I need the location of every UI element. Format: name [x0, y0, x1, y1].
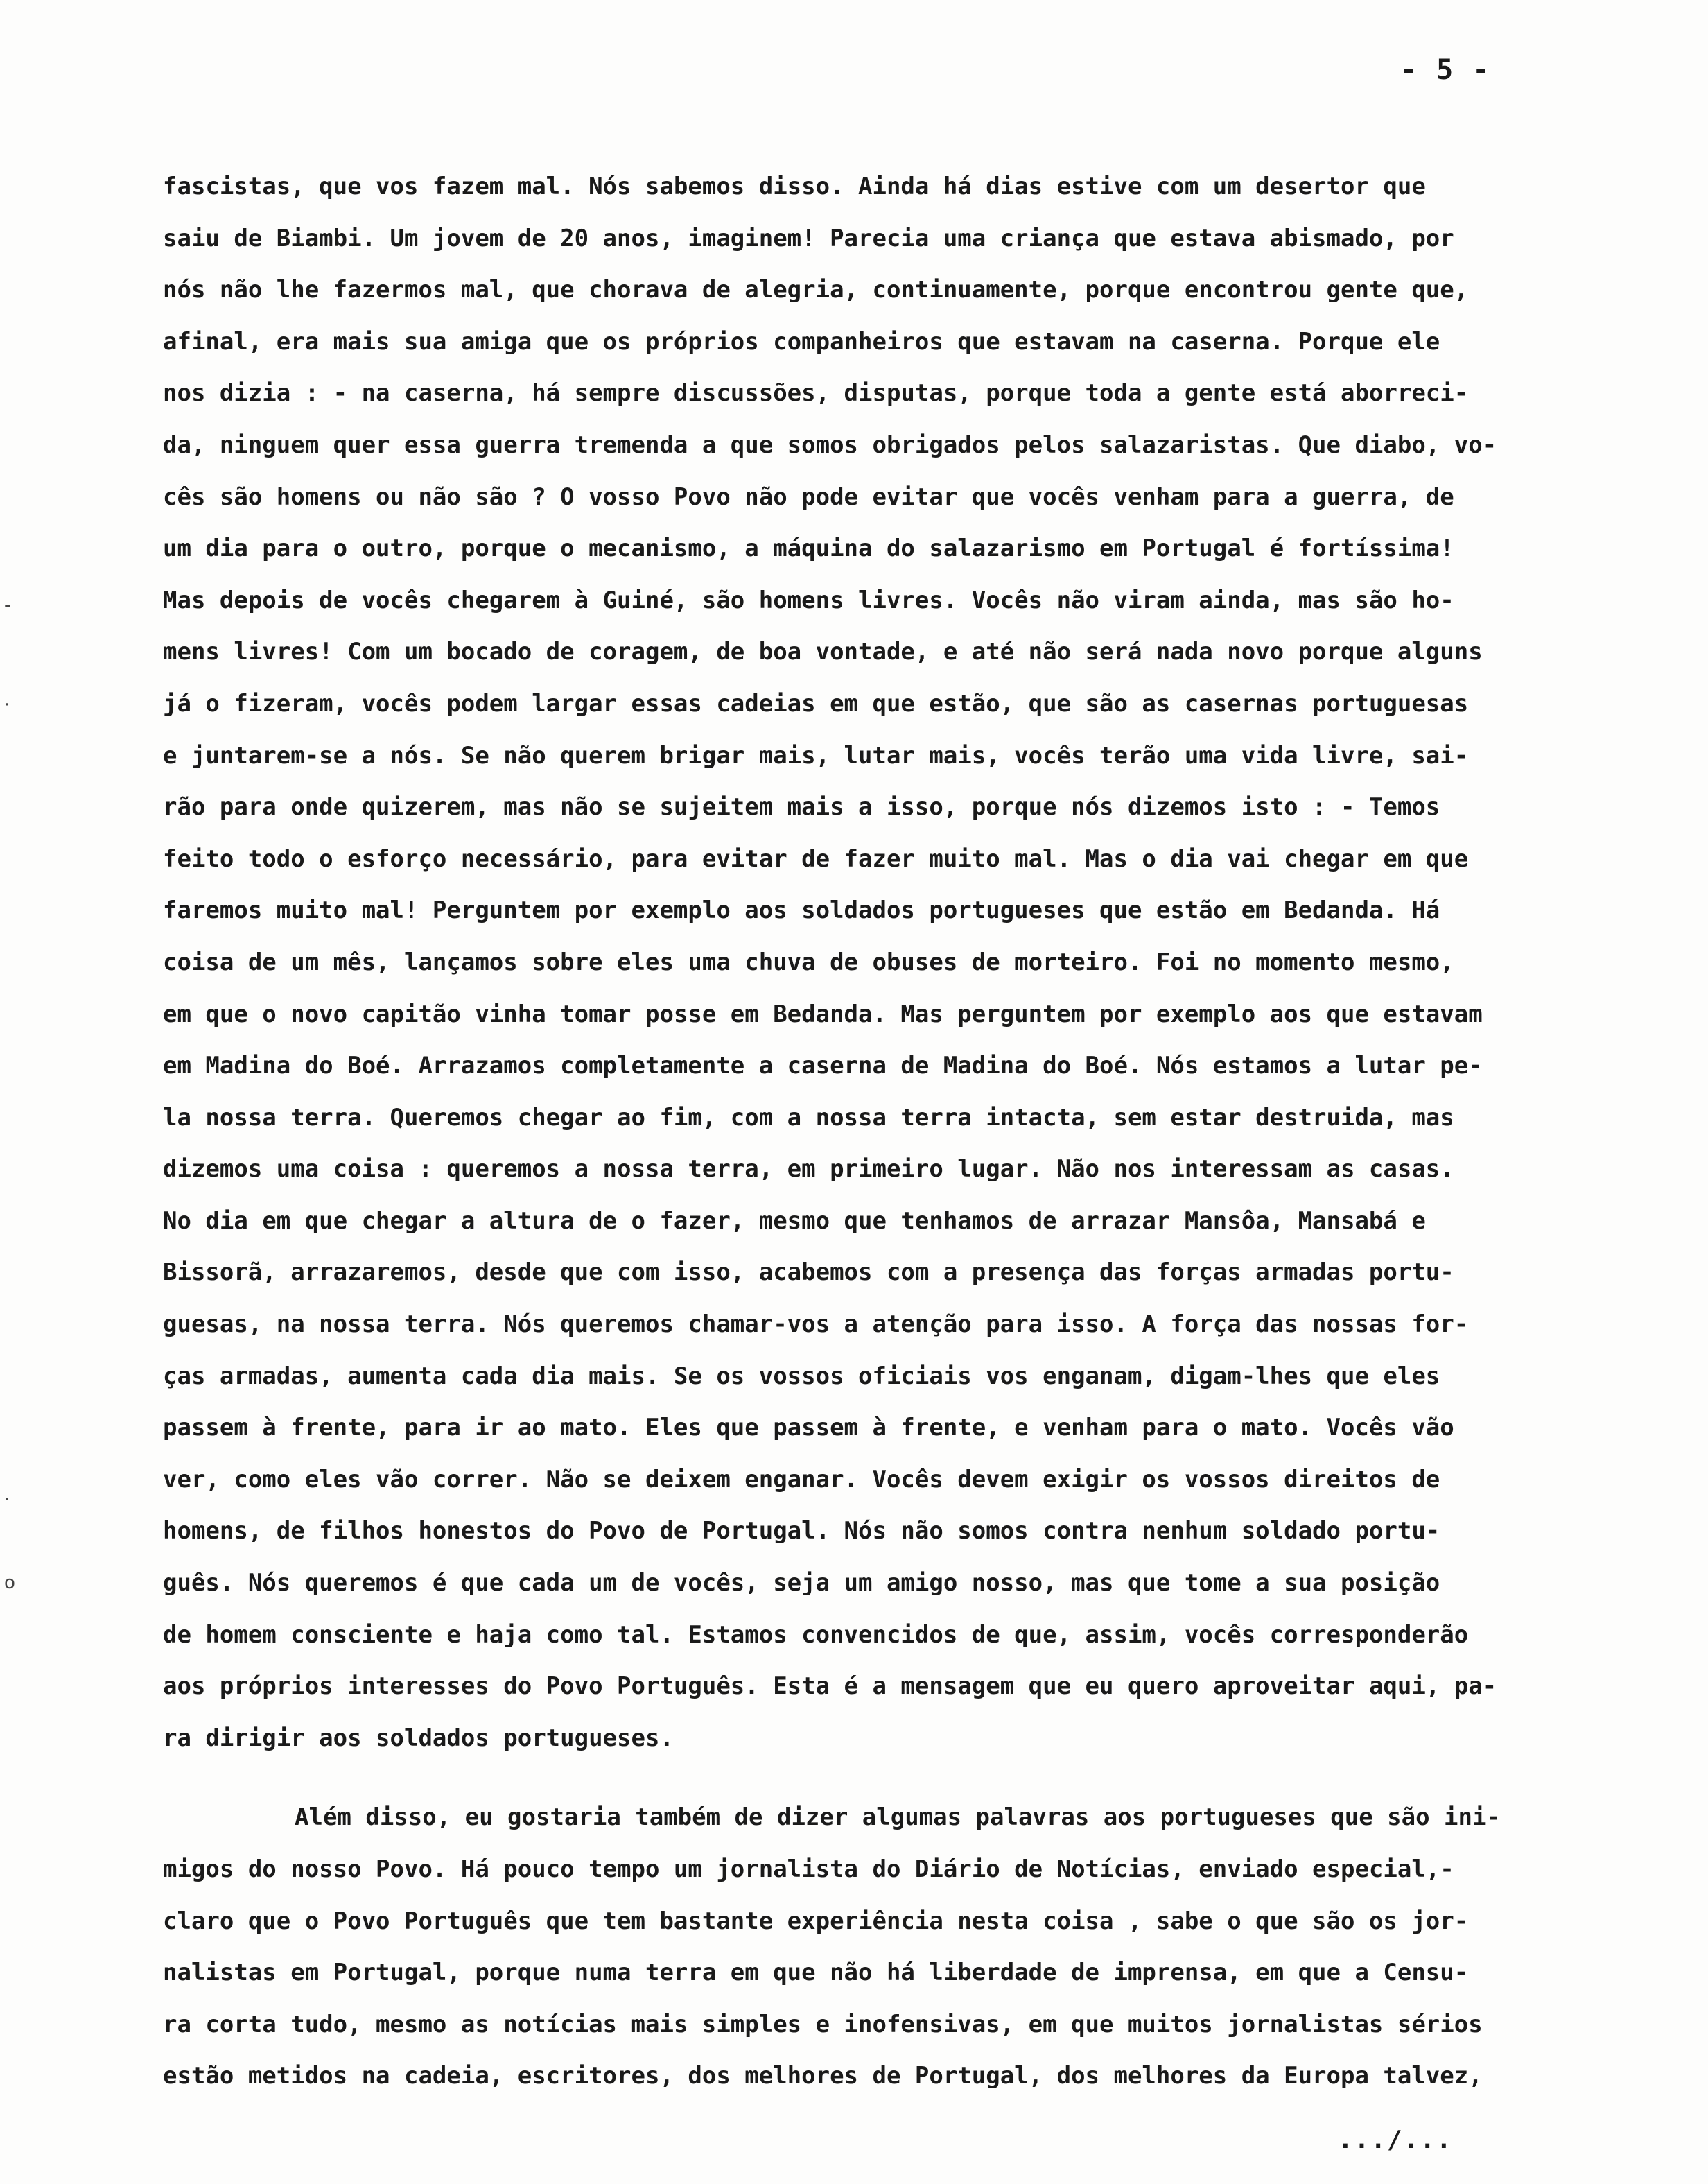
- text-line: feito todo o esforço necessário, para evitar de fazer muito mal. Mas o dia vai chegar em que: [163, 844, 1469, 873]
- text-line: mens livres! Com um bocado de coragem, de boa vontade, e até não será nada novo porque alguns: [163, 638, 1483, 666]
- text-line: ra dirigir aos soldados portugueses.: [163, 1724, 674, 1752]
- text-line: rão para onde quizerem, mas não se sujeitem mais a isso, porque nós dizemos isto : - Temos: [163, 793, 1440, 822]
- text-line: nos dizia : - na caserna, há sempre discussões, disputas, porque toda a gente está aborreci-: [163, 379, 1469, 408]
- text-line: claro que o Povo Português que tem bastante experiência nesta coisa , sabe o que são os jor-: [163, 1907, 1469, 1935]
- text-line: la nossa terra. Queremos chegar ao fim, com a nossa terra intacta, sem estar destruida, mas: [163, 1103, 1454, 1132]
- text-line: e juntarem-se a nós. Se não querem brigar mais, lutar mais, vocês terão uma vida livre, sai-: [163, 741, 1469, 770]
- text-line: Bissorã, arrazaremos, desde que com isso, acabemos com a presença das forças armadas portu-: [163, 1258, 1454, 1287]
- text-line: nalistas em Portugal, porque numa terra em que não há liberdade de imprensa, em que a Censu-: [163, 1959, 1469, 1987]
- text-line: Mas depois de vocês chegarem à Guiné, são homens livres. Vocês não viram ainda, mas são ho-: [163, 586, 1454, 614]
- text-line: fascistas, que vos fazem mal. Nós sabemos disso. Ainda há dias estive com um desertor que: [163, 173, 1426, 200]
- text-line: guesas, na nossa terra. Nós queremos chamar-vos a atenção para isso. A força das nossas for-: [163, 1310, 1469, 1339]
- margin-mark: -: [4, 595, 11, 616]
- text-line: guês. Nós queremos é que cada um de vocês, seja um amigo nosso, mas que tome a sua posição: [163, 1569, 1440, 1597]
- text-line: aos próprios interesses do Povo Português. Esta é a mensagem que eu quero aproveitar aqui, pa-: [163, 1672, 1497, 1701]
- text-line: ra corta tudo, mesmo as notícias mais simples e inofensivas, em que muitos jornalistas sérios: [163, 2010, 1483, 2038]
- text-line: em que o novo capitão vinha tomar posse em Bedanda. Mas perguntem por exemplo aos que estavam: [163, 1000, 1483, 1028]
- text-line: um dia para o outro, porque o mecanismo, a máquina do salazarismo em Portugal é fortíssima!: [163, 535, 1454, 563]
- margin-mark: ·: [4, 1489, 10, 1510]
- text-line: cês são homens ou não são ? O vosso Povo não pode evitar que vocês venham para a guerra, de: [163, 483, 1454, 511]
- text-line: homens, de filhos honestos do Povo de Portugal. Nós não somos contra nenhum soldado portu-: [163, 1517, 1440, 1545]
- text-line: passem à frente, para ir ao mato. Eles que passem à frente, e venham para o mato. Vocês vão: [163, 1414, 1454, 1442]
- text-line: coisa de um mês, lançamos sobre eles uma chuva de obuses de morteiro. Foi no momento mesmo,: [163, 948, 1454, 976]
- text-line: dizemos uma coisa : queremos a nossa terra, em primeiro lugar. Não nos interessam as casas.: [163, 1155, 1454, 1184]
- text-line: afinal, era mais sua amiga que os próprios companheiros que estavam na caserna. Porque ele: [163, 327, 1440, 356]
- margin-mark: o: [4, 1572, 15, 1593]
- continuation-mark: .../...: [1338, 2126, 1453, 2154]
- page-number: - 5 -: [1400, 54, 1491, 86]
- text-line: No dia em que chegar a altura de o fazer, mesmo que tenhamos de arrazar Mansôa, Mansabá e: [163, 1206, 1426, 1235]
- text-line: ças armadas, aumenta cada dia mais. Se os vossos oficiais vos enganam, digam-lhes que eles: [163, 1362, 1440, 1390]
- text-line: de homem consciente e haja como tal. Estamos convencidos de que, assim, vocês corresponderão: [163, 1620, 1469, 1649]
- text-line: faremos muito mal! Perguntem por exemplo aos soldados portugueses que estão em Bedanda. Há: [163, 896, 1440, 925]
- text-line: estão metidos na cadeia, escritores, dos melhores de Portugal, dos melhores da Europa talvez,: [163, 2062, 1483, 2090]
- text-line: ver, como eles vão correr. Não se deixem enganar. Vocês devem exigir os vossos direitos de: [163, 1465, 1440, 1493]
- text-line: Além disso, eu gostaria também de dizer algumas palavras aos portugueses que são ini-: [295, 1803, 1501, 1832]
- paragraph-gap: [163, 1764, 1695, 1792]
- paragraph: [163, 161, 1695, 1764]
- margin-mark: ·: [4, 695, 10, 716]
- text-line: já o fizeram, vocês podem largar essas cadeias em que estão, que são as casernas portuguesas: [163, 689, 1469, 718]
- text-line: saiu de Biambi. Um jovem de 20 anos, imaginem! Parecia uma criança que estava abismado, por: [163, 224, 1454, 252]
- paragraph: [163, 1792, 1695, 2102]
- text-line: nós não lhe fazermos mal, que chorava de alegria, continuamente, porque encontrou gente que,: [163, 276, 1469, 304]
- text-line: migos do nosso Povo. Há pouco tempo um jornalista do Diário de Notícias, enviado especial,-: [163, 1855, 1454, 1883]
- text-line: da, ninguem quer essa guerra tremenda a que somos obrigados pelos salazaristas. Que diabo, vo-: [163, 431, 1497, 459]
- text-line: em Madina do Boé. Arrazamos completamente a caserna de Madina do Boé. Nós estamos a lutar pe-: [163, 1052, 1483, 1080]
- body-text: [163, 161, 1695, 2102]
